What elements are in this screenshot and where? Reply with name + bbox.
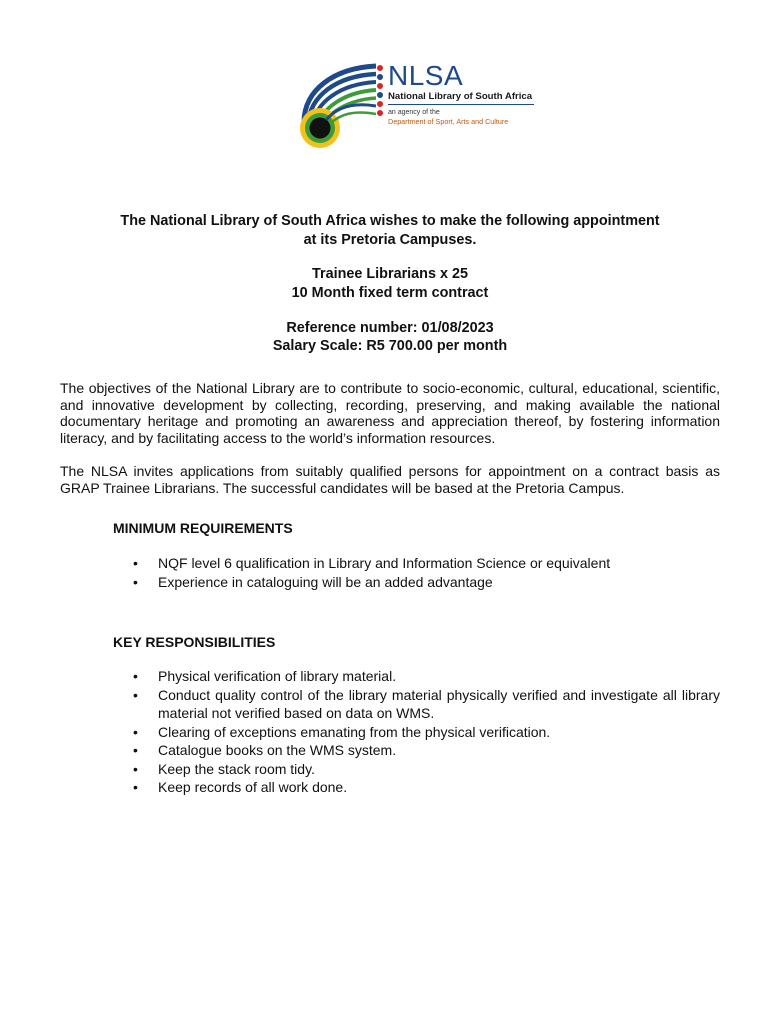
invitation-paragraph: The NLSA invites applications from suitably qualified persons for appointment on a contract basis as GRAP Trainee Librarians. The successful candidates will be based at the Pretoria Campus.: [60, 463, 720, 496]
announcement-line-2: at its Pretoria Campuses.: [303, 232, 477, 248]
logo-department: Department of Sport, Arts and Culture: [388, 117, 509, 126]
list-item: • Experience in cataloguing will be an added advantage: [113, 573, 720, 592]
list-item: • Physical verification of library material.: [113, 667, 720, 686]
nlsa-emblem-icon: [296, 62, 388, 152]
nlsa-logo: [296, 62, 536, 152]
list-item: • Catalogue books on the WMS system.: [113, 741, 720, 760]
salary-scale: Salary Scale: R5 700.00 per month: [272, 338, 508, 354]
logo-text-block: [388, 62, 538, 126]
contract-type: 10 Month fixed term contract: [291, 285, 489, 301]
reference-number: Reference number: 01/08/2023: [286, 320, 494, 336]
logo-full-name: National Library of South Africa: [388, 91, 534, 105]
list-item: • NQF level 6 qualification in Library and Information Science or equivalent: [113, 554, 720, 573]
list-item: • Conduct quality control of the library material physically verified and investigate all library material not verified based on data on WMS.: [113, 686, 720, 723]
list-item: • Keep records of all work done.: [113, 778, 720, 797]
minimum-requirements-list: [113, 554, 720, 591]
key-responsibilities-list: [113, 667, 720, 797]
list-item: • Clearing of exceptions emanating from the physical verification.: [113, 723, 720, 742]
position-title: Trainee Librarians x 25: [312, 266, 468, 282]
key-responsibilities-heading: KEY RESPONSIBILITIES: [113, 634, 276, 650]
objectives-paragraph: The objectives of the National Library are to contribute to socio-economic, cultural, educational, scientific, and innovative development by collecting, recording, preserving, and making available the national documentary heritage and promoting an awareness and appreciation thereof, by fostering information literacy, and by facilitating access to the world’s information resources.: [60, 380, 720, 446]
logo-acronym: NLSA: [388, 60, 464, 91]
list-item: • Keep the stack room tidy.: [113, 760, 720, 779]
logo-agency-line: an agency of the: [388, 109, 440, 116]
minimum-requirements-heading: MINIMUM REQUIREMENTS: [113, 520, 293, 536]
announcement-line-1: The National Library of South Africa wishes to make the following appointment: [120, 213, 660, 229]
